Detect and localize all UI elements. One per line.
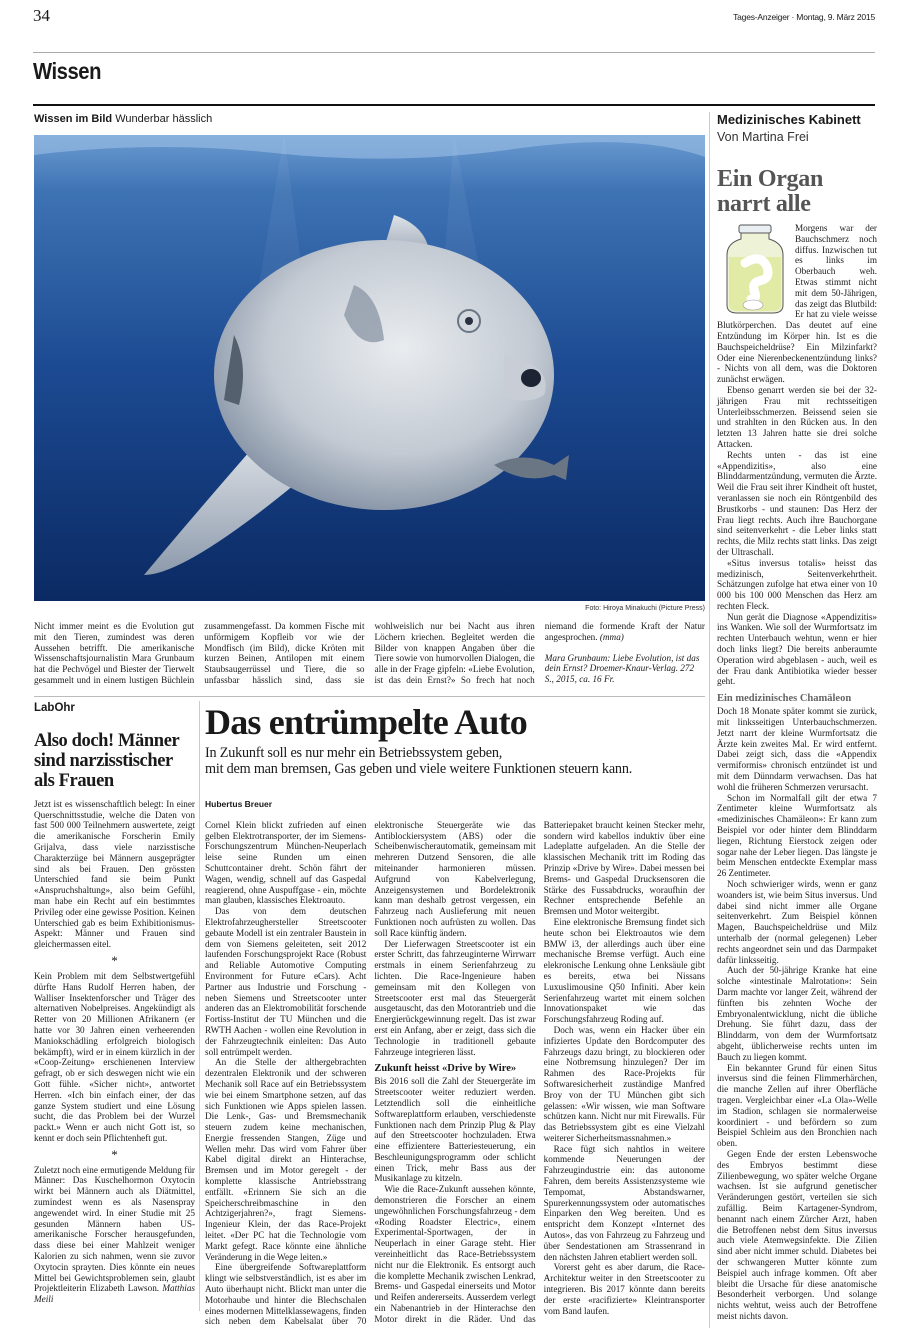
labohr-author: Matthias Meili [34,1283,195,1305]
paragraph: Gegen Ende der ersten Lebenswoche des Embryos bestimmt diese Zilienbewegung, wo später welche Organe wachsen. Ist sie aufgrund genetischer Veränderungen gestört, verteilen sie sich zufällig. Beim Kartagener-Syndrom, benannt nach einem Zürcher Arzt, haben die Betroffenen nebst dem Situs inversus auch viele Atemwegsinfekte. Die Zilien sind aber nicht immer schuld. Diabetes bei der schwangeren Mutter könnte zum Beispiel auch infrage kommen. Oft aber bleibt die Ursache für diese anatomische Besonderheit verborgen. Und solange nichts wehtut, weiss auch der Betroffene meist nichts davon. [717,1148,877,1321]
paragraph: Schon im Normalfall gilt der etwa 7 Zentimeter kleine Wurmfortsatz als «medizinisches Chamäleon»: Er kann zum Beispiel vor oder hinter dem Blinddarm liegen, Richtung Eierstock zeigen oder sogar nahe der Leber liegen. Das längste je beim Menschen entdeckte Exemplar mass 26 Zentimeter. [717,792,877,879]
labohr-headline: Also doch! Männer sind narzisstischer als Frauen [34,730,179,791]
rubric-label: Wissen im Bild [34,113,113,125]
paragraph: Eine elektronische Bremsung findet sich heute schon bei Elektroautos wie dem BMW i3, der allerdings auch über eine mechanische Bremse verfügt. Auch eine elekronische Lenkung ohne Lenksäule gibt es bereits, etwa bei Nissans Luxuslimousine Q50 Infiniti. Aber kein Serienfahrzeug wartet mit einem solchen Innovationspaket wie das Forschungsfahrzeug Roding auf. [543,916,705,1025]
photo-credit: Foto: Hiroya Minakuchi (Picture Press) [585,605,705,612]
main-article [205,701,705,1327]
paragraph: Auch der 50-jährige Kranke hat eine solche «intestinale Malrotation»: Sein Darm machte vor langer Zeit, während der fünften bis zehnten Woche der Embryonalentwicklung, nicht die übliche Drehung. Sie führt dazu, dass der Blinddarm, von dem der Wurmfortsatz abgeht, üblicherweise rechts unten im Bauch zu liegen kommt. [717,965,877,1062]
labohr-column [34,701,200,1311]
subheadline-line: In Zukunft soll es nur mehr ein Betriebssystem geben, [205,744,503,761]
book-source: Mara Grunbaum: Liebe Evolution, ist das dein Ernst? Droemer-Knaur-Verlag. 272 S., 2015, ca. 16 Fr. [544,652,700,685]
left-area [34,112,705,1327]
paragraph: Race fügt sich nahtlos in weitere kommende Neuerungen der Fahrzeugindustrie ein: das autonome Fahren, dem bereits Assistenzsysteme wie Tempomat, Abstandswarner, Spurerkennungssystem oder automatisches Einparken den Weg bereiten. Und es entspricht dem Konzept «Internet des Autos», das von Fahrzeug zu Fahrzeug und über Sendestationen am Strassenrand in den nächsten Jahren etabliert werden soll. [543,1143,705,1262]
photo-caption [34,621,705,686]
paragraph: Kein Problem mit dem Selbstwertgefühl dürfte Hans Rudolf Herren haben, der Walliser Insektenforscher und Träger des alternativen Nobelpreises. Angekündigt als Retter von 20 Millionen Afrikanern (er hatte vor 30 Jahren einen verheerenden Maniokschädling erfolgreich biologisch bekämpft), wird er in einem kürzlich in der «Coop-Zeitung» erschienenen Interview gefragt, ob er sich deswegen nicht wie ein Gott fühle. «Sicher nicht», antwortet Herren. «Ich bin einfach einer, der das ganze System studiert und eine Lösung sucht, die das Problem bei der Wurzel packt.» Wenn er auch nicht Gott ist, so kennt er doch sein Pflichtenheft gut. [34,970,195,1143]
lower-section [34,701,705,1327]
publication-date: Tages-Anzeiger · Montag, 9. März 2015 [733,12,875,22]
medical-subhead: Ein medizinisches Chamäleon [717,693,852,705]
rubric-title: Wunderbar hässlich [115,113,213,125]
organ-jar-illustration [721,223,789,317]
paragraph: Morgens war der Bauchschmerz noch diffus. Inzwischen tut es links im Oberbauch weh. Etwas stimmt nicht mit dem 50-Jährigen, das zeigt das Blutbild: Er hat zu viele weisse Blutkörperchen. Das deutet auf eine Entzündung im Körper hin. Ist es die Bauchspeicheldrüse? Ein Milzinfarkt? Oder eine Nierenbeckenentzündung links? - Nichts von all dem, was die Doktoren zunächst erwägen. [717,223,877,385]
paragraph [34,1165,195,1305]
page-number: 34 [33,6,50,25]
labohr-rubric: LabOhr [34,701,75,714]
labohr-body [34,799,195,1305]
divider [33,52,875,53]
paragraph: Doch 18 Monate später kommt sie zurück, mit linksseitigen Unterbauchschmerzen. Jetzt narrt der kleine Wurmfortsatz die Ärzte kein zweites Mal. Er wird entfernt. Dabei zeigt sich, dass die «Appendix vermiformis» chronisch entzündet ist und mit dem Dünndarm verwachsen. Das hat wohl die früheren Schmerzen verursacht. [717,706,877,792]
article-headline: Das entrümpelte Auto [205,701,527,742]
divider [34,696,705,697]
medical-rubric: Medizinisches Kabinett [717,112,861,127]
paragraph: Vorerst geht es aber darum, die Race-Architektur weiter in den Streetscooter zu integrieren. Bis 2017 könnte dann bereits der erste «racifizierte» Kleintransporter vom Band laufen. [543,1262,705,1316]
paragraph-text: Zuletzt noch eine ermutigende Meldung für Männer: Das Kuschelhormon Oxytocin wirkt bei Männern auch als Diätmittel, zumindest wenn es als Nasenspray angewendet wird. In einer Studie mit 25 gesunden Männern haben US-amerikanische Forscher herausgefunden, dass diese bei einer Mahlzeit weniger Kalorien zu sich nahmen, wenn sie zuvor Oxytocin sprayten. Dies könnte ein neues Mittel bei Gewichtsproblemen sein, glaubt Projektleiterin Elizabeth Lawson. [34,1164,195,1294]
medical-column [709,112,876,1328]
paragraph: Ein bekannter Grund für einen Situs inversus sind die feinen Flimmerhärchen, die manche Zellen auf ihrer Oberfläche tragen. Vergleichbar einer «La Ola»-Welle im Stadion, schlagen sie normalerweise koordiniert - und befördern so zum Beispiel Schleim aus den Bronchien nach oben. [717,1062,877,1149]
article-subheadline [205,745,705,777]
ocean-sunfish-photo [34,135,705,601]
medical-headline: Ein Organ narrt alle [717,166,823,217]
paragraph: «Situs inversus totalis» heisst das medizinisch, Seitenverkehrtheit. Schätzungen zufolge hat etwa einer von 10 000 bis 100 000 Menschen das Herz am rechten Fleck. [717,557,877,611]
medical-body [717,223,877,1322]
paragraph: Bis 2016 soll die Zahl der Steuergeräte im Streetscooter weiter reduziert werden. Letztendlich soll die einheitliche Softwareplattform erlauben, verschiedenste Funktionen nach dem Prinzip Plug & Play auf den Streetscooter hochzuladen. Etwa eine effizientere Batteriesteuerung, ein Beschleunigungsprogramm oder schlicht einen Trick, mehr Bass aus der Musikanlage zu kitzeln. [374,1076,536,1184]
separator-asterisk: * [111,952,118,968]
article-subhead: Zukunft heisst «Drive by Wire» [374,1063,517,1075]
paragraph: Das von dem deutschen Elektrofahrzeughersteller Streetscooter gebaute Modell ist ein zentraler Baustein in dem von Siemens geleiteten, seit 2012 laufenden Forschungsprojekt Race (Robust and Reliable Automotive Computing Environment for Future eCars). Acht Partner aus Industrie und Forschung - neben Siemens und Streetscooter unter anderen das an Elektromobilität forschende Fortiss-Institut der TU München und die RWTH Aachen - wollen eine Revolution in der Fahrzeugtechnik einleiten: Das Auto soll entrümpelt werden. [205,906,367,1057]
separator-asterisk: * [111,1146,118,1162]
paragraph: Ebenso genarrt werden sie bei der 32-jährigen Frau mit rechtsseitigen Unterleibsschmerzen. Beissend seien sie und strahlten in den Rücken aus. In den letzten 13 Jahren hatte sie drei solche Attacken. [717,384,877,449]
paragraph: An die Stelle der althergebrachten dezentralen Elektronik und der schweren Mechanik soll Race auf ein Betriebssystem wie bei einem Smartphone setzen, auf das sich Funktionen wie Apps spielen lassen. Die Lenk-, Gas- und Bremsmechanik steuern zudem keine mechanischen, Energie fressenden Stangen, Züge und Wellen mehr. Das wird vom Fahrer über Kabel digital direkt an Hinterachse, Bremsen und im Motor geregelt - der komplette klassische Antriebsstrang entfällt. «Erinnern Sie sich an die Speicherschreibmaschine in den Achtzigerjahren?», fragt Siemens-Ingenieur Klein, der das Race-Projekt leitet. «Der PC hat die Technologie vom Markt gefegt. Race könnte eine ähnliche Veränderung in die Wege leiten.» [205,1057,367,1262]
paragraph: Doch was, wenn ein Hacker über ein infiziertes Update den Bordcomputer des Fahrzeugs dazu bringt, zu blockieren oder eine Notbremsung hinzulegen? Der im Rahmen des Race-Projekts für Softwaresicherheit zuständige Manfred Broy von der TU München gibt sich gelassen: «Wir wissen, wie man Software schützen kann. Nicht nur mit Firewalls. Für das Betriebssystem gibt es eine Vielzahl weiterer Sicherheitsmassnahmen.» [543,1024,705,1143]
divider [33,104,875,106]
paragraph: Wie die Race-Zukunft aussehen könnte, demonstrieren die Forscher an einem ungewöhnlichen Forschungsfahrzeug - dem «Roding Roadster Electric», einem Experimental-Sportwagen, der in Neuperlach in einer Garage steht. Hier vereinheitlicht das Race-Betriebssystem nicht nur die Elektronik. Es entsorgt auch die komplette Mechanik zwischen Lenkrad, Brems- und Gaspedal einerseits und Motor und Reifen andererseits. Ausserdem verlegt ein Nabenantrieb in der Hinterachse den Motor direkt in die Räder. Und das Batteriepaket braucht keinen Stecker mehr, sondern wird kabellos induktiv über eine Ladeplatte aufgeladen. An die Stelle der klassischen Mechanik tritt im Roding das Prinzip «Drive by Wire». Dabei messen bei Brems- und Gaspedal Drucksensoren die Stärke des Fussabdrucks, woraufhin der Rechner entsprechende Befehle an Bremsen und Motor weitergibt. [374,819,705,1324]
subheadline-line: mit dem man bremsen, Gas geben und viele weitere Funktionen steuern kann. [205,760,633,777]
paragraph: Noch schwieriger wirds, wenn er ganz woanders ist, wie beim Situs inversus. Und dabei sind nicht immer alle Organe seitenverkehrt. Zum Beispiel können Magen, Bauchspeicheldrüse und Milz unterhalb der (normal gelegenen) Leber rechts angeordnet sein und das Darmpaket dafür linksseitig. [717,879,877,965]
paragraph: Der Lieferwagen Streetscooter ist ein erster Schritt, das fahrzeuginterne Wirrwarr erstmals in einem Serienfahrzeug zu lichten. Die Race-Ingenieure haben gemeinsam mit den Kollegen von Streetscooter erst mal das Steuergerät ausgetauscht, das den Motorantrieb und die Energierückgewinnung regelt. Das ist zwar erst ein Anfang, aber er zeigt, dass sich die Technologie in traditionell gebaute Fahrzeuge integrieren lässt. [374,938,536,1057]
medical-author: Von Martina Frei [717,130,809,144]
section-title: Wissen [33,58,102,84]
article-byline: Hubertus Breuer [205,798,273,809]
paragraph: Rechts unten - das ist eine «Appendizitis», also eine Blinddarmentzündung, vermuten die Ärzte. Weil die Frau seit ihrer Kindheit oft hustet, veranlassen sie noch ein Röntgenbild des Brustkorbs - und staunen: Das Herz der Frau liegt rechts. Auch ihre Bauchorgane sind seitenverkehrt - die Leber links statt rechts, die Milz rechts statt links. Das zeigt der Ultraschall. [717,449,877,557]
picture-rubric [34,112,705,126]
caption-text: Nicht immer meint es die Evolution gut mit den Tieren, zumindest was deren Aussehen betrifft. Die amerikanische Wissenschaftsjournalistin Mara Grunbaum hat die Pechvögel und Biester der Tierwelt gesammelt und in einem lustigen Büchlein zusammengefasst. Da kommen Fische mit unförmigem Kopfleib vor wie der Mondfisch (im Bild), dicke Kröten mit kurzen Beinen, Antilopen mit einem Staubsaugerrüssel und Tiere, die so unfassbar hässlich sind, dass sie wohlweislich nur bei Nacht aus ihren Löchern kriechen. Begleitet werden die Bilder von knappen Angaben über die Tiere sowie von humorvollen Dialogen, die alle in der Frage gipfeln: «Liebe Evolution, ist das dein Ernst?» So frech hat noch niemand die formende Kraft der Natur angesprochen. [34,621,705,685]
caption-author-tag: (mma) [599,631,624,642]
paragraph: Cornel Klein blickt zufrieden auf einen gelben Elektrotransporter, der im Siemens-Forschungszentrum München-Neuperlach leise seine Runden um einen Schuttcontainer dreht. Schön fährt der Wagen, wendig, schnell auf das Gaspedal reagierend, ohne Auspuffgase - ein, möchte man glauben, klassisches Elektroauto. [205,819,367,906]
paragraph: Eine übergreifende Softwareplattform klingt wie selbstverständlich, ist es aber im Auto überhaupt nicht. Blickt man unter die Motorhaube und hinter die Blechschalen eines modernen Mittelklassewagens, finden sich neben dem Kabelsalat über 70 elektronische Steuergeräte wie das Antiblockiersystem (ABS) oder die Scheibenwischerautomatik, gemeinsam mit mehreren Dutzend Sensoren, die alle miteinander harmonieren müssen. Aufgrund von Kabelverlegung, Anzeigensystemen und Bordelektronik kann man deshalb getrost vergessen, ein Fahrzeug nach Auslieferung mit neuen Funktionen noch aufrüsten zu wollen. Das soll Race künftig ändern. [205,819,536,1327]
paragraph: Nun gerät die Diagnose «Appendizitis» ins Wanken. Wie soll der Wurmfortsatz im rechten Unterbauch wehtun, wenn er hier doch links liegt? Die bereits anberaumte Operation wird abgeblasen - auch, weil es der Frau dank Antibiotika wieder besser geht. [717,611,877,687]
paragraph: Jetzt ist es wissenschaftlich belegt: In einer Querschnittsstudie, welche die Daten von fast 500 000 Teilnehmern auswertete, zeigt die amerikanische Forscherin Emily Grijalva, dass viele narzisstische Charakterzüge bei Männern ausgeprägter sind als bei Frauen. Den grössten Unterschied fand sie beim Punkt «Anspruchshaltung», also beim Gefühl, man habe ein Recht auf ein bestimmtes Privileg oder eine gewisse Position. Keinen Unterschied gab es beim Exhibitionismus-Aspekt: Männer und Frauen sind gleichermassen eitel. [34,798,195,950]
article-body [205,820,705,1327]
labohr [34,701,195,1305]
